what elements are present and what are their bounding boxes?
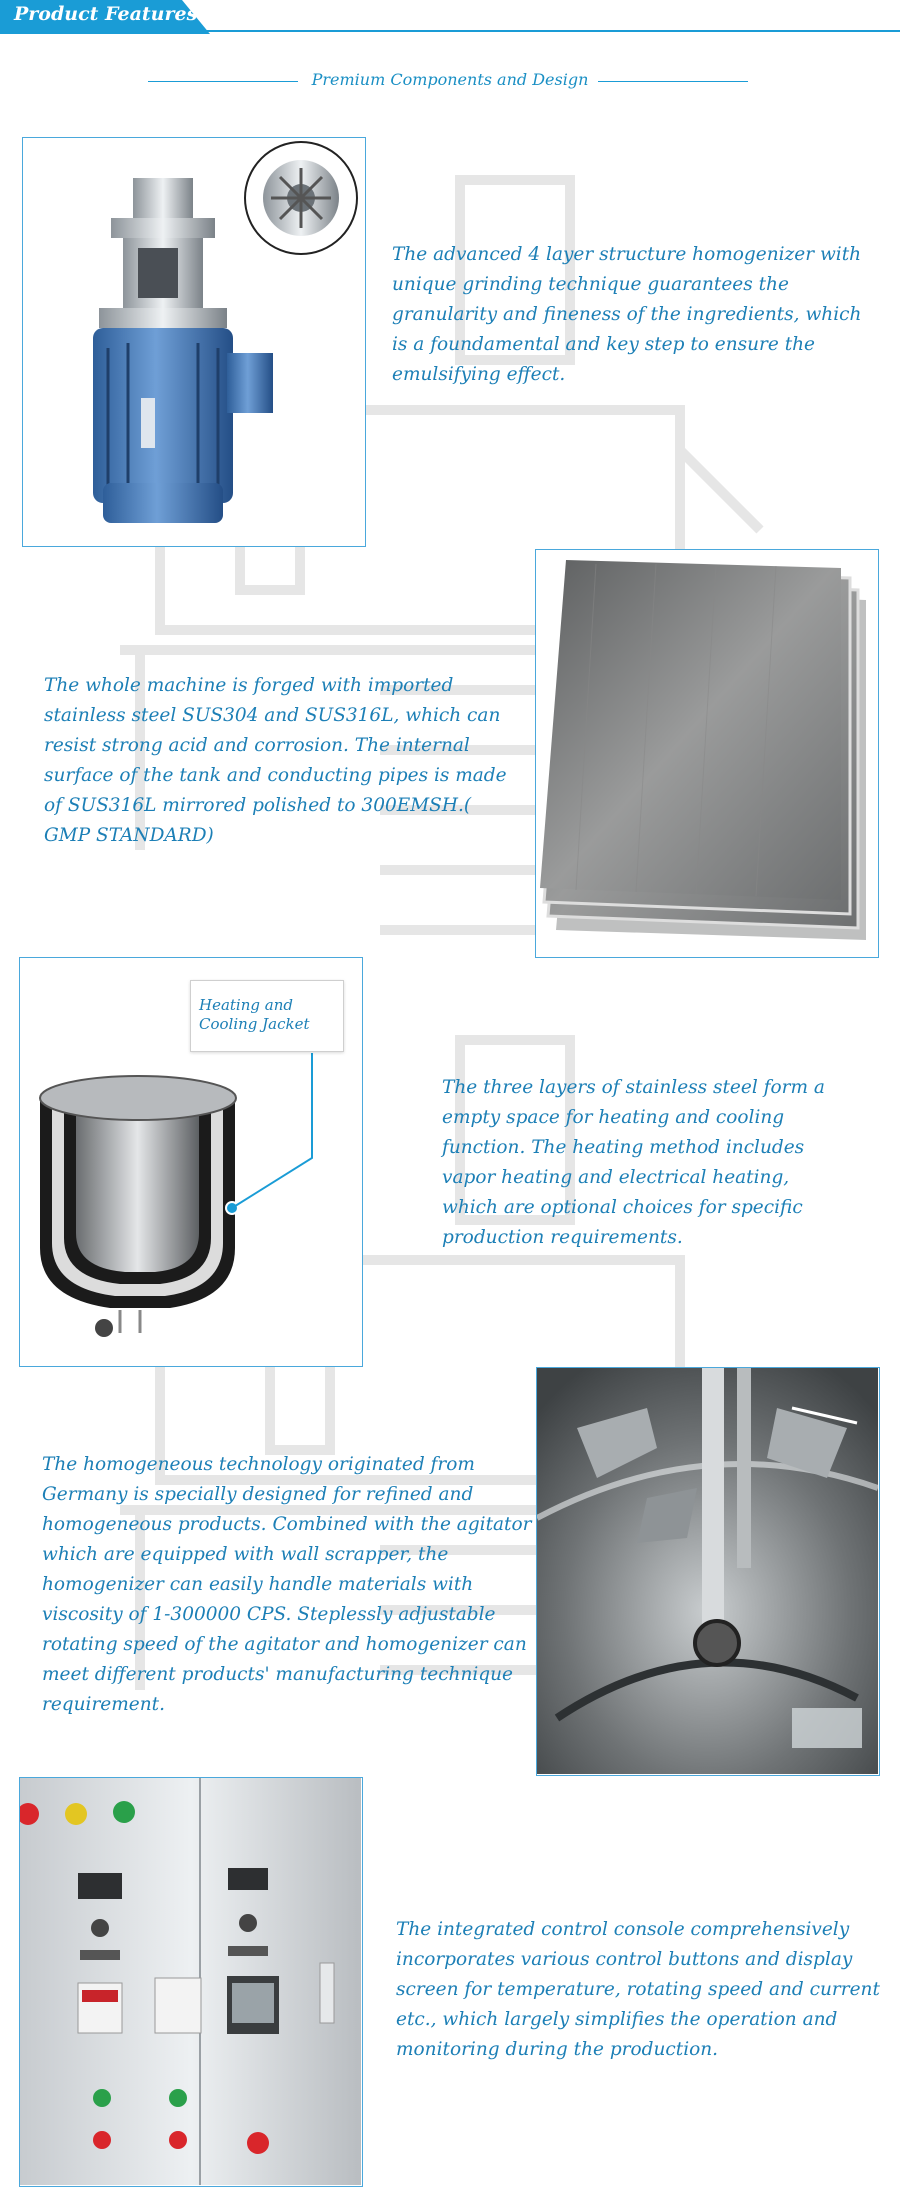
stainless-steel-sheets-illustration (536, 550, 877, 956)
control-console-image-frame (19, 1777, 363, 2187)
feature-2-text: The whole machine is forged with imported stainless steel SUS304 and SUS316L, which can resist strong acid and corrosion. The internal surface of the tank and conducting pipes is made of SUS316L mirrored polished to 300EMSH.( GMP STANDARD) (44, 675, 507, 846)
feature-3-text: The three layers of stainless steel form a empty space for heating and cooling function. The heating method includes vapor heating and electrical heating, which are optional choices for specific production requirements. (442, 1077, 825, 1248)
agitator-image-frame (536, 1367, 880, 1776)
page-title: Product Features (14, 3, 198, 25)
control-console-illustration (20, 1778, 361, 2185)
section-subtitle: Premium Components and Design (311, 70, 589, 89)
steel-sheet-image-frame (535, 549, 879, 958)
feature-1-text: The advanced 4 layer structure homogenizer with unique grinding technique guarantees the granularity and fineness of the ingredients, which is a foundamental and key step to ensure the emulsifying effect. (392, 244, 862, 385)
jacket-callout (190, 980, 344, 1052)
feature-4-text: The homogeneous technology originated from Germany is specially designed for refined and homogeneous products. Combined with the agitator which are equipped with wall scrapper, the homogenizer can easily handle materials with viscosity of 1-300000 CPS. Steplessly adjustable rotating speed of the agitator and homogenizer can meet different products' manufacturing technique requirement. (42, 1454, 532, 1715)
homogenizer-motor-illustration (23, 138, 364, 545)
jacket-callout-label: Heating and Cooling Jacket (199, 996, 310, 1033)
homogenizer-image-frame (22, 137, 366, 547)
tank-interior-agitator-illustration (537, 1368, 878, 1774)
feature-5-text: The integrated control console comprehensively incorporates various control buttons and display screen for temperature, rotating speed and current etc., which largely simplifies the operation and monitoring during the production. (396, 1919, 880, 2060)
